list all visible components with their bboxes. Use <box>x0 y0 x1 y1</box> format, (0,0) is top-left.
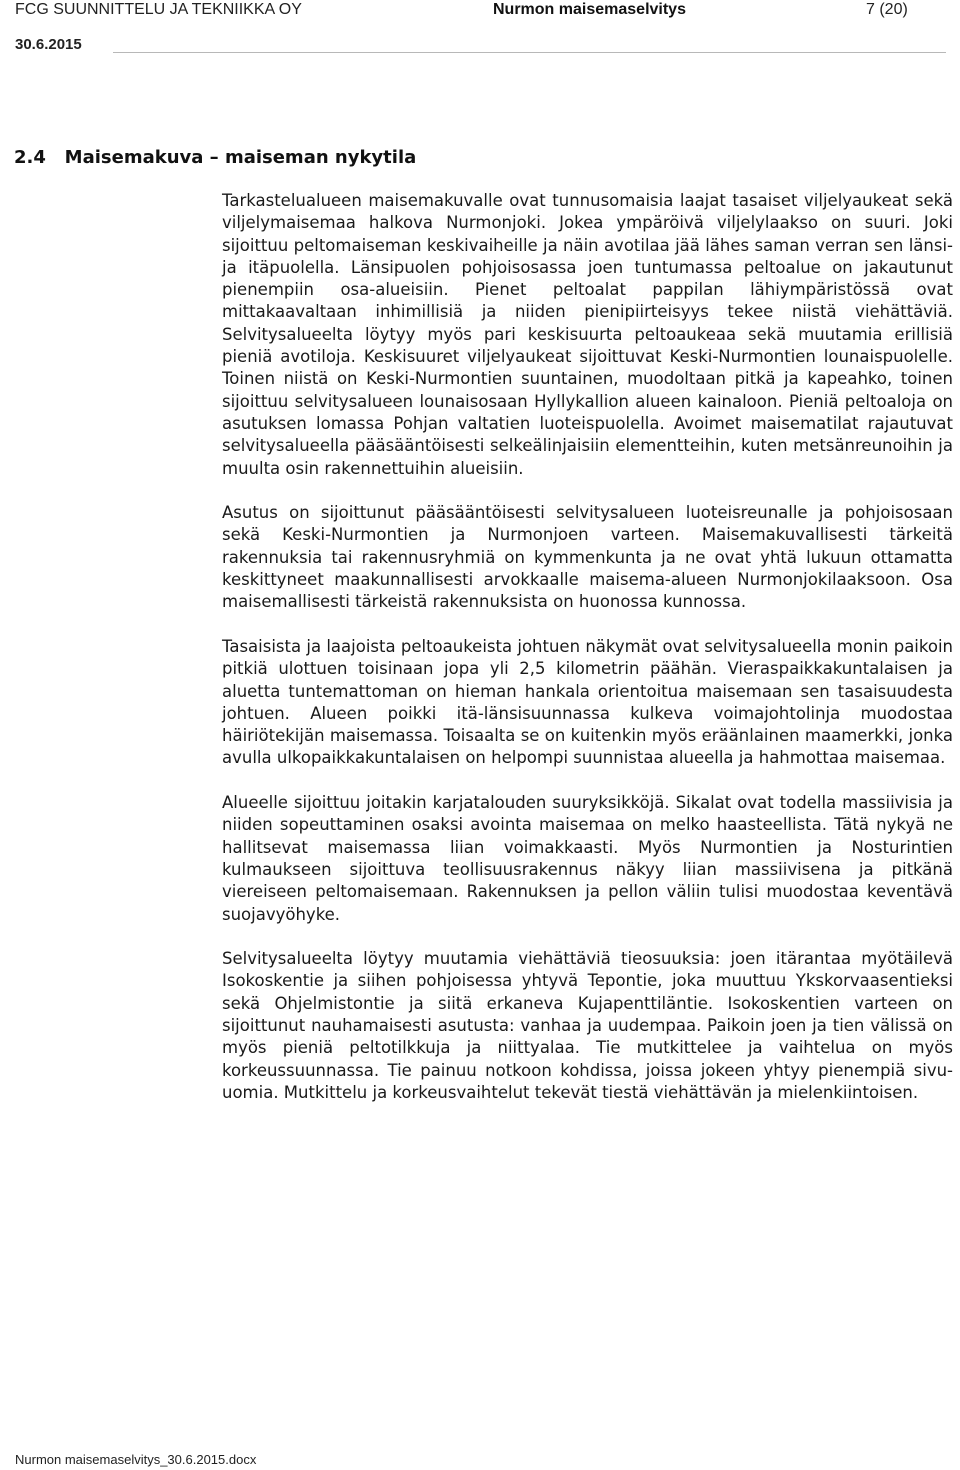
paragraph: Alueelle sijoittuu joitakin karjatalouden suuryksikköjä. Sikalat ovat todella massiivisia ja niiden sopeuttaminen osaksi avointa maisemaa on melko haasteellista. Tätä nykyä ne hallitsevat maisemassa liian voimakkaasti. Myös Nurmontien ja Nosturintien kulmaukseen sijoittuva teollisuusrakennus näkyy liian massiivisena ja pitkänä viereiseen peltomaisemaan. Rakennuksen ja pellon väliin tulisi muodostaa keventävä suojavyöhyke. <box>222 793 953 924</box>
page-number: 7 (20) <box>866 1 908 18</box>
header-divider <box>113 52 946 53</box>
section-heading: 2.4 Maisemakuva – maiseman nykytila <box>14 147 417 168</box>
document-title: Nurmon maisemaselvitys <box>493 1 686 18</box>
company-name: FCG SUUNNITTELU JA TEKNIIKKA OY <box>15 1 302 18</box>
footer-filename: Nurmon maisemaselvitys_30.6.2015.docx <box>15 1452 257 1467</box>
paragraph: Selvitysalueelta löytyy muutamia viehättäviä tieosuuksia: joen itärantaa myötäilevä Isokoskentie ja siihen pohjoisessa yhtyvä Tepontie, joka muuttuu Ykskorvaasentieksi sekä Ohjelmistontie ja siitä erkaneva Kujapenttiläntie. Isokoskentien varteen on sijoittunut nauhamaisesti asutusta: vanhaa ja uudempaa. Paikoin joen ja tien välissä on myös pieniä peltotilkkuja ja niittyalaa. Tie mutkittelee ja vaihtelua on myös korkeussuunnassa. Tie painuu notkoon kohdissa, joissa jokeen yhtyy pienempiä sivu-uomia. Mutkittelu ja korkeusvaihtelut tekevät tiestä viehättävän ja mielenkiintoisen. <box>222 949 953 1102</box>
paragraph: Tarkastelualueen maisemakuvalle ovat tunnusomaisia laajat tasaiset viljelyaukeat sekä viljelymaisemaa halkova Nurmonjoki. Jokea ympäröivä viljelylaakso on suuri. Joki sijoittuu peltomaiseman keskivaiheille ja näin avotilaa jää lähes saman verran sen länsi- ja itäpuolella. Länsipuolen pohjoisosassa joen tuntumassa peltoalue on jakautunut pienempiin osa-alueisiin. Pienet peltoalat pappilan lähiympäristössä ovat mittakaavaltaan inhimillisiä ja niiden pienipiirteisyys tekee niistä viehättäviä. Selvitysalueelta löytyy myös pari keskisuurta peltoaukeaa sekä muutamia erillisiä pieniä avotiloja. Keskisuuret viljelyaukeat sijoittuvat Keski-Nurmontien lounaispuolelle. Toinen niistä on Keski-Nurmontien suuntainen, muodoltaan pitkä ja kapeahko, toinen sijoittuu selvitysalueen lounaisosaan Hyllykallion alueen kainaloon. Pieniä peltoaloja on asutuksen lomassa Pohjan valtatien luoteispuolella. Avoimet maisematilat rajautuvat selvitysalueella pääsääntöisesti selkeälinjaisiin elementteihin, kuten metsänreunoihin ja muulta osin rakennettuihin alueisiin. <box>222 191 953 478</box>
document-date: 30.6.2015 <box>15 36 82 53</box>
paragraph: Asutus on sijoittunut pääsääntöisesti selvitysalueen luoteisreunalle ja pohjoisosaan sekä Keski-Nurmontien ja Nurmonjoen varteen. Maisemakuvallisesti tärkeitä rakennuksia tai rakennusryhmiä on kymmenkunta ja ne ovat yhtä lukuun ottamatta keskittyneet maakunnallisesti arvokkaalle maisema-alueen Nurmonjokilaaksoon. Osa maisemallisesti tärkeistä rakennuksista on huonossa kunnossa. <box>222 503 953 612</box>
paragraph: Tasaisista ja laajoista peltoaukeista johtuen näkymät ovat selvitysalueella monin paikoin pitkiä ulottuen toisinaan jopa yli 2,5 kilometrin päähän. Vieraspaikkakuntalaisen ja aluetta tuntemattoman on hieman hankala orientoitua maisemaan sen tasaisuudesta johtuen. Alueen poikki itä-länsisuunnassa kulkeva voimajohtolinja muodostaa häiriötekijän maisemassa. Toisaalta se on kuitenkin myös eräänlainen maamerkki, jonka avulla ulkopaikkakuntalaisen on helpompi suunnistaa alueella ja hahmottaa maisemaa. <box>222 636 953 768</box>
body-text <box>222 190 953 1126</box>
